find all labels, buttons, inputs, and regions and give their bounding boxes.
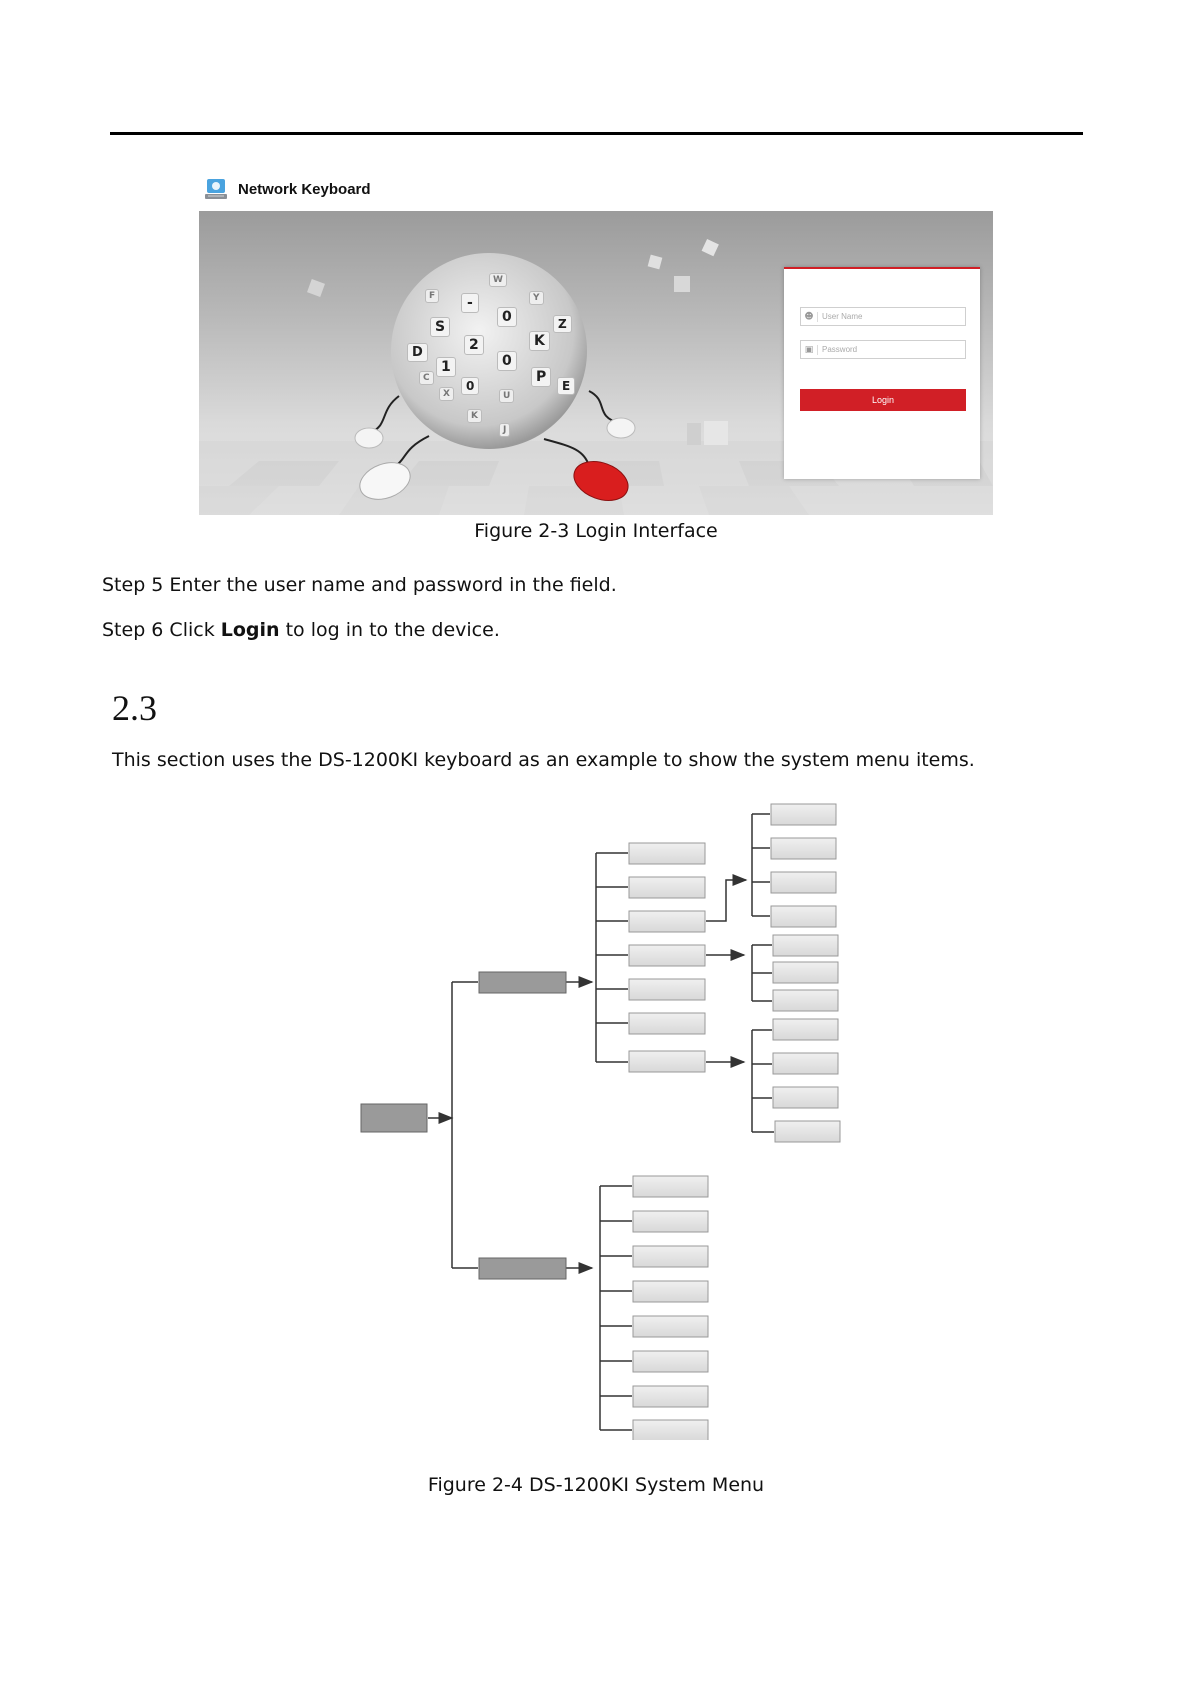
- login-button[interactable]: Login: [800, 389, 966, 411]
- key-cap: F: [425, 289, 439, 303]
- figure-2-3-caption: Figure 2-3 Login Interface: [474, 520, 718, 542]
- step-5: Step 5 Enter the user name and password in the field.: [102, 574, 617, 596]
- lock-icon: ▣: [801, 345, 818, 355]
- key-cap: 2: [464, 335, 484, 355]
- key-cap: 1: [436, 357, 456, 377]
- key-cap: X: [439, 387, 454, 401]
- key-cap: 0: [497, 351, 517, 371]
- key-cap: C: [419, 371, 434, 385]
- step-6-suffix: to log in to the device.: [279, 619, 500, 641]
- password-field-wrapper: [800, 340, 966, 359]
- key-cap: 0: [497, 307, 517, 327]
- key-cap: J: [499, 423, 510, 437]
- key-cap: Y: [529, 291, 544, 305]
- key-cap: P: [531, 367, 551, 387]
- app-title: Network Keyboard: [238, 180, 371, 198]
- key-cap: K: [467, 409, 482, 423]
- password-input[interactable]: [822, 345, 952, 354]
- key-cap: D: [407, 343, 428, 362]
- step-6-login-bold: Login: [220, 619, 280, 641]
- key-cap: S: [430, 317, 450, 337]
- key-cap: W: [489, 273, 507, 287]
- network-keyboard-logo-icon: [204, 177, 228, 201]
- system-menu-tree-diagram: [0, 790, 1192, 1440]
- key-cap: K: [529, 331, 550, 351]
- key-cap: -: [461, 293, 479, 313]
- key-cap: 0: [461, 377, 479, 395]
- key-cap: U: [499, 389, 514, 403]
- key-cap: Z: [553, 315, 572, 333]
- login-panel: [784, 267, 980, 479]
- step-6-prefix: Step 6 Click: [102, 619, 221, 641]
- username-field-wrapper: [800, 307, 966, 326]
- header-rule: [110, 132, 1083, 135]
- step-6: [102, 619, 500, 641]
- section-number: 2.3: [112, 688, 157, 728]
- user-icon: ☻: [801, 312, 818, 322]
- username-input[interactable]: [822, 312, 952, 321]
- figure-2-4-caption: Figure 2-4 DS-1200KI System Menu: [427, 1474, 765, 1496]
- login-screenshot: [199, 211, 993, 515]
- section-paragraph: This section uses the DS-1200KI keyboard as an example to show the system menu items.: [112, 749, 975, 771]
- app-title-bar: [204, 176, 371, 202]
- key-cap: E: [557, 377, 575, 395]
